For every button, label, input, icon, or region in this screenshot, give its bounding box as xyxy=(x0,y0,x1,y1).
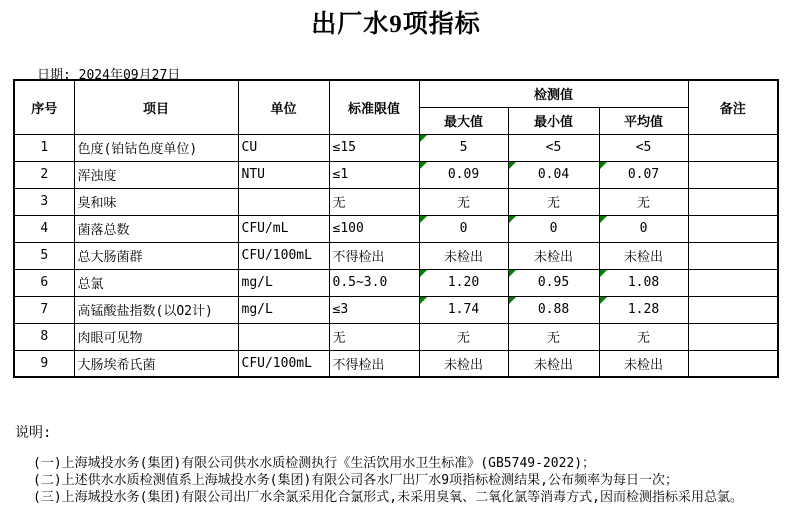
note-item-2: (二)上述供水水质检测值系上海城投水务(集团)有限公司各水厂出厂水9项指标检测结果,公布频率为每日一次； xyxy=(33,473,678,488)
cell-flag-marker xyxy=(420,135,427,142)
table-row xyxy=(14,269,778,296)
cell-min-value: 无 xyxy=(508,188,599,215)
cell-remark xyxy=(688,242,778,269)
cell-max-value: 无 xyxy=(419,188,508,215)
cell-max-value: 1.20 xyxy=(419,269,508,296)
cell-remark xyxy=(688,161,778,188)
cell-min-value: 0 xyxy=(508,215,599,242)
cell-remark xyxy=(688,188,778,215)
cell-flag-marker xyxy=(600,216,607,223)
page-title: 出厂水9项指标 xyxy=(311,11,481,38)
cell-remark xyxy=(688,215,778,242)
col-header-min: 最小值 xyxy=(508,107,599,134)
indicators-table xyxy=(13,79,779,378)
cell-avg-value: <5 xyxy=(599,134,688,161)
cell-unit: NTU xyxy=(238,161,329,188)
table-row xyxy=(14,215,778,242)
cell-min-value: 未检出 xyxy=(508,350,599,377)
table-row xyxy=(14,161,778,188)
table-row xyxy=(14,323,778,350)
cell-avg-value: 1.28 xyxy=(599,296,688,323)
cell-limit: ≤100 xyxy=(329,215,419,242)
table-row xyxy=(14,296,778,323)
cell-flag-marker xyxy=(509,216,516,223)
cell-max-value: 未检出 xyxy=(419,242,508,269)
table-row xyxy=(14,242,778,269)
cell-avg-value: 未检出 xyxy=(599,242,688,269)
table-row xyxy=(14,350,778,377)
col-header-limit: 标准限值 xyxy=(329,80,419,134)
cell-no: 5 xyxy=(14,242,74,269)
cell-unit: CU xyxy=(238,134,329,161)
cell-no: 9 xyxy=(14,350,74,377)
cell-max-value: 0 xyxy=(419,215,508,242)
cell-limit: 不得检出 xyxy=(329,242,419,269)
cell-avg-value: 未检出 xyxy=(599,350,688,377)
col-header-remark: 备注 xyxy=(688,80,778,134)
col-header-max: 最大值 xyxy=(419,107,508,134)
cell-avg-value: 0 xyxy=(599,215,688,242)
cell-min-value: 0.88 xyxy=(508,296,599,323)
cell-item: 总大肠菌群 xyxy=(74,242,238,269)
cell-max-value: 1.74 xyxy=(419,296,508,323)
cell-min-value: <5 xyxy=(508,134,599,161)
col-header-avg: 平均值 xyxy=(599,107,688,134)
table-row xyxy=(14,188,778,215)
cell-flag-marker xyxy=(420,270,427,277)
cell-min-value: 0.04 xyxy=(508,161,599,188)
cell-item: 大肠埃希氏菌 xyxy=(74,350,238,377)
cell-max-value: 0.09 xyxy=(419,161,508,188)
cell-limit: 0.5~3.0 xyxy=(329,269,419,296)
cell-flag-marker xyxy=(509,162,516,169)
cell-limit: 无 xyxy=(329,188,419,215)
cell-flag-marker xyxy=(420,297,427,304)
cell-remark xyxy=(688,323,778,350)
cell-no: 8 xyxy=(14,323,74,350)
cell-limit: 无 xyxy=(329,323,419,350)
cell-remark xyxy=(688,134,778,161)
cell-item: 菌落总数 xyxy=(74,215,238,242)
cell-item: 色度(铂钴色度单位) xyxy=(74,134,238,161)
note-item-1: (一)上海城投水务(集团)有限公司供水水质检测执行《生活饮用水卫生标准》(GB5749-2022)； xyxy=(33,456,596,471)
cell-flag-marker xyxy=(600,162,607,169)
cell-item: 浑浊度 xyxy=(74,161,238,188)
cell-item: 高锰酸盐指数(以O2计) xyxy=(74,296,238,323)
cell-max-value: 未检出 xyxy=(419,350,508,377)
cell-no: 2 xyxy=(14,161,74,188)
cell-avg-value: 无 xyxy=(599,188,688,215)
cell-limit: 不得检出 xyxy=(329,350,419,377)
cell-item: 肉眼可见物 xyxy=(74,323,238,350)
notes-label: 说明: xyxy=(15,425,52,441)
cell-unit xyxy=(238,188,329,215)
header-row-top xyxy=(14,80,778,107)
cell-min-value: 无 xyxy=(508,323,599,350)
cell-avg-value: 0.07 xyxy=(599,161,688,188)
table-row xyxy=(14,134,778,161)
cell-flag-marker xyxy=(600,297,607,304)
cell-min-value: 0.95 xyxy=(508,269,599,296)
cell-item: 总氯 xyxy=(74,269,238,296)
cell-min-value: 未检出 xyxy=(508,242,599,269)
cell-no: 1 xyxy=(14,134,74,161)
col-header-unit: 单位 xyxy=(238,80,329,134)
cell-unit: mg/L xyxy=(238,269,329,296)
page xyxy=(0,4,792,513)
cell-max-value: 无 xyxy=(419,323,508,350)
cell-unit: mg/L xyxy=(238,296,329,323)
cell-max-value: 5 xyxy=(419,134,508,161)
cell-avg-value: 1.08 xyxy=(599,269,688,296)
report-date: 日期: 2024年09月27日 xyxy=(37,68,181,83)
cell-unit xyxy=(238,323,329,350)
cell-remark xyxy=(688,296,778,323)
cell-flag-marker xyxy=(420,216,427,223)
cell-remark xyxy=(688,350,778,377)
cell-unit: CFU/100mL xyxy=(238,350,329,377)
cell-limit: ≤1 xyxy=(329,161,419,188)
cell-limit: ≤3 xyxy=(329,296,419,323)
cell-no: 6 xyxy=(14,269,74,296)
cell-no: 3 xyxy=(14,188,74,215)
col-header-detect-group: 检测值 xyxy=(419,80,688,107)
cell-flag-marker xyxy=(509,297,516,304)
col-header-item: 项目 xyxy=(74,80,238,134)
cell-item: 臭和味 xyxy=(74,188,238,215)
cell-unit: CFU/100mL xyxy=(238,242,329,269)
cell-avg-value: 无 xyxy=(599,323,688,350)
cell-limit: ≤15 xyxy=(329,134,419,161)
cell-flag-marker xyxy=(420,162,427,169)
notes-list xyxy=(33,455,792,506)
cell-unit: CFU/mL xyxy=(238,215,329,242)
col-header-no: 序号 xyxy=(14,80,74,134)
note-item-3: (三)上海城投水务(集团)有限公司出厂水余氯采用化合氯形式,未采用臭氧、二氧化氯等消毒方式,因而检测指标采用总氯。 xyxy=(33,490,743,505)
cell-no: 7 xyxy=(14,296,74,323)
cell-flag-marker xyxy=(509,270,516,277)
cell-no: 4 xyxy=(14,215,74,242)
cell-flag-marker xyxy=(600,270,607,277)
cell-remark xyxy=(688,269,778,296)
